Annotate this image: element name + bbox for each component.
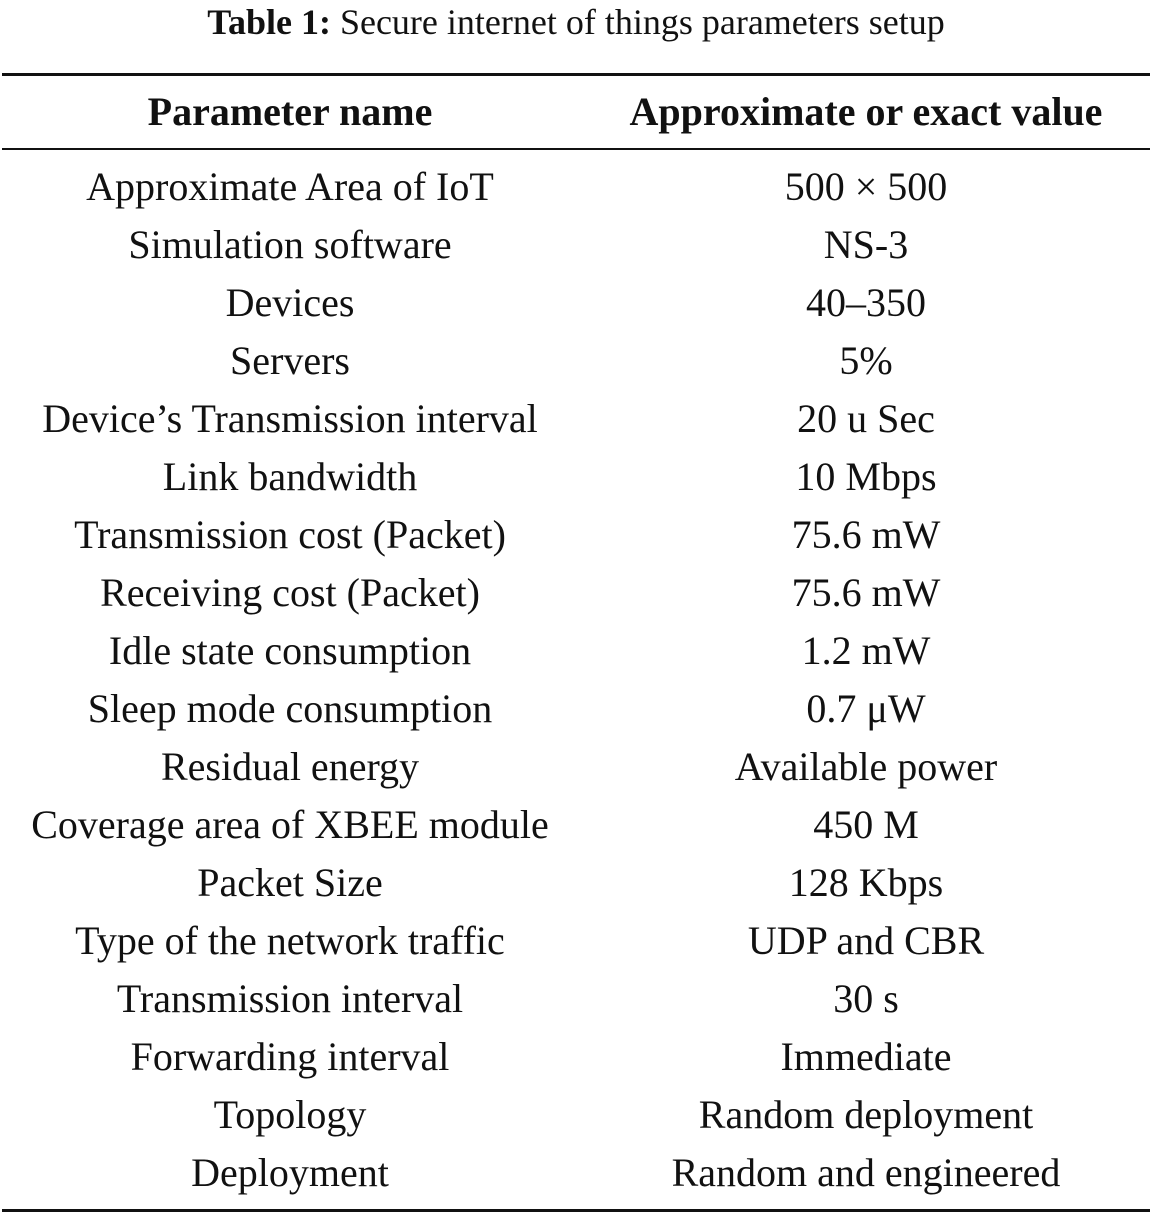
parameter-name-cell: Topology [213,1092,367,1137]
parameter-value-cell: 0.7 μW [806,686,926,731]
table-caption-text: Secure internet of things parameters setup [339,2,945,42]
parameter-value-cell: 75.6 mW [791,512,941,557]
parameter-value-cell: UDP and CBR [747,918,985,963]
parameter-name-cell: Link bandwidth [162,454,418,499]
table-header-rule [2,148,1150,150]
header-parameter-name: Parameter name [147,89,433,134]
table-row [0,854,1152,912]
parameter-value-cell: 128 Kbps [788,860,944,905]
parameter-name-cell: Residual energy [160,744,420,789]
parameter-name-cell: Approximate Area of IoT [86,164,494,209]
parameter-name-cell: Forwarding interval [130,1034,450,1079]
parameter-name-cell: Receiving cost (Packet) [100,570,480,615]
table-row [0,158,1152,216]
table-row [0,680,1152,738]
header-value: Approximate or exact value [629,89,1103,134]
table-row [0,332,1152,390]
parameter-value-cell: 20 u Sec [797,396,935,441]
parameter-name-cell: Device’s Transmission interval [42,396,538,441]
parameter-name-cell: Transmission interval [116,976,464,1021]
parameter-value-cell: Immediate [780,1034,952,1079]
parameter-name-cell: Simulation software [128,222,452,267]
table-row [0,622,1152,680]
parameter-value-cell: 75.6 mW [791,570,941,615]
parameter-name-cell: Idle state consumption [108,628,472,673]
table-row [0,390,1152,448]
parameter-name-cell: Devices [225,280,355,325]
table-body [0,158,1152,1202]
parameter-value-cell: 5% [839,338,893,383]
parameter-value-cell: 500 × 500 [784,164,948,209]
parameter-name-cell: Transmission cost (Packet) [74,512,506,557]
table-bottom-rule [2,1209,1150,1212]
table-header-row [0,76,1152,148]
parameter-name-cell: Sleep mode consumption [87,686,493,731]
table-row [0,970,1152,1028]
table-row [0,506,1152,564]
parameter-value-cell: Random deployment [698,1092,1034,1137]
table-row [0,564,1152,622]
table-row [0,448,1152,506]
table-row [0,274,1152,332]
parameter-value-cell: 450 M [813,802,919,847]
table-row [0,796,1152,854]
table-row [0,216,1152,274]
parameter-name-cell: Deployment [191,1150,389,1195]
parameter-value-cell: 10 Mbps [795,454,937,499]
parameter-name-cell: Coverage area of XBEE module [31,802,549,847]
table-row [0,1086,1152,1144]
parameter-value-cell: 40–350 [806,280,926,325]
table-caption-label: Table 1: [207,2,331,42]
table-row [0,1144,1152,1202]
parameter-value-cell: NS-3 [823,222,909,267]
parameter-value-cell: Available power [734,744,998,789]
table-row [0,1028,1152,1086]
parameter-name-cell: Packet Size [197,860,383,905]
table-caption [0,0,1152,44]
parameter-value-cell: 1.2 mW [801,628,931,673]
parameter-value-cell: Random and engineered [671,1150,1061,1195]
table-row [0,738,1152,796]
parameter-name-cell: Type of the network traffic [75,918,505,963]
parameter-name-cell: Servers [230,338,350,383]
table-row [0,912,1152,970]
parameter-value-cell: 30 s [833,976,899,1021]
